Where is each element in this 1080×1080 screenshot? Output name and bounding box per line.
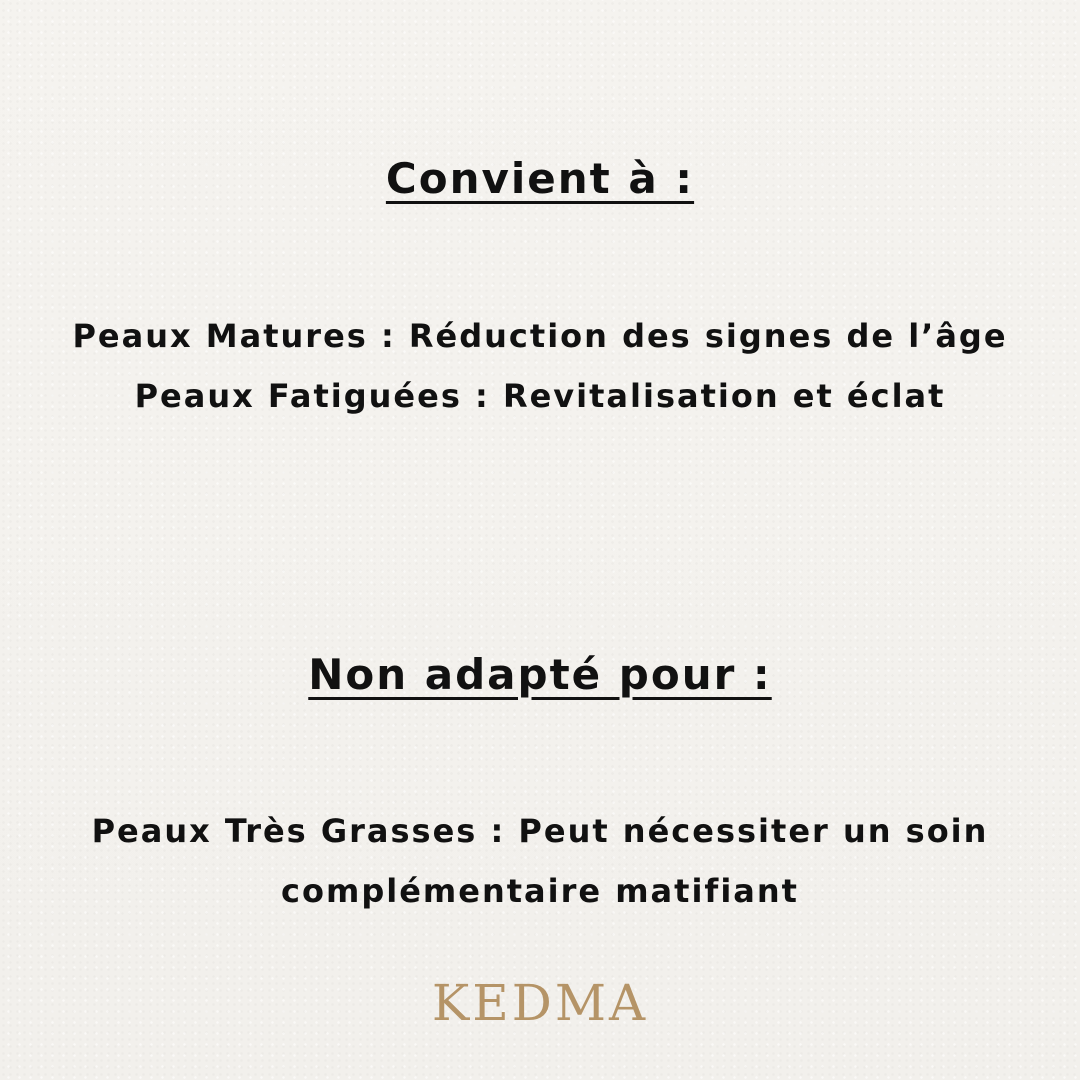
unsuitable-item-line-1: Peaux Très Grasses : Peut nécessiter un soin xyxy=(91,812,989,850)
unsuitable-heading xyxy=(0,650,1080,699)
suitable-heading xyxy=(0,154,1080,203)
suitable-item-tired-skin: Peaux Fatiguées : Revitalisation et éclat xyxy=(134,377,946,415)
suitable-item-mature-skin: Peaux Matures : Réduction des signes de l’âge xyxy=(72,317,1008,355)
suitable-heading-text: Convient à : xyxy=(385,154,695,203)
unsuitable-heading-text: Non adapté pour : xyxy=(308,650,772,699)
brand-logo: KEDMA xyxy=(431,974,649,1032)
unsuitable-item-line-2: complémentaire matifiant xyxy=(281,872,799,910)
